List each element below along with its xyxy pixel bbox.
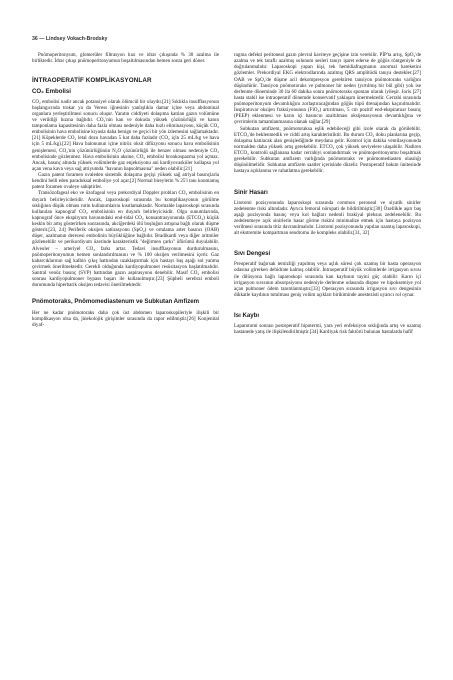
pneumothorax-heading: Pnömotoraks, Pnömomediastenum ve Subkutan Amfizem xyxy=(32,298,200,306)
pneumothorax-paragraph: Her ne kadar pnömotoraks daha çok üst abdomen laparoskopileriyle ilişkili bir komplikasyon olsa da, jinekolojik girişimler sırasında da rapor edilmiştir.[26] Konjenital diyaf- xyxy=(32,309,219,328)
fluid-balance-paragraph: Preoperatif bağırsak temizliği yapılmış veya açlık süresi çok uzamış bir hasta operasyon odasına girerken dehidrate kalmış olabilir. İntraoperatif büyük volümlerde irrigasyon sıvısı ile dilüsyona bağlı laparoskopi sırasında kan kaybının tayini güç olabilir. Karın içi irrigasyon sıvısının absorpsiyonu nedeniyle derlenme odasında dispne ve hipoksemiye yol açan pulmoner ödem tanımlanmıştır.[33] Operasyon sırasında irrigasyon sıvı dengesinin dikkatle kaydının tutulması geniş volüm açıkları birikiminde anestezisti uyarıcı rol oynar. xyxy=(234,261,421,298)
subcutaneous-paragraph: Subkutan amfizem, pnömotoraksa eşlik edebileceği gibi izole olarak da görülebilir. ETCO₂'de beklenmedik ve ciddi artış karakteristiktir. Bu durum CO₂ doku planlarına geçip, dolaşıma katılacak alan genişlediğinde meydana gelir. Kontrol için dakika ventilasyonunda normalden daha yüksek artış gerekebilir. ETCO₂ çok yüksek seviyelere ulaşabilir. Nadiren ETCO₂ kontrolü sağlanana kadar cerrahiyi sonlandırmak ve pnömoperitonyumu boşaltmak gerekebilir. Subkutan amfizem varlığında pnömotoraks ve pnömomediasten olasılığı düşünülmelidir. Subkutan amfizem saatler içerisinde düzelir. Postoperatif bakım ünitesinde hastaya açıklanma ve rahatlatma gerekebilir. xyxy=(234,125,421,175)
co2-paragraph-1: CO₂ embolisi nadir ancak potansiyel olarak ölümcül bir olaydır.[21] Sıklıkla insufflasyonun başlangıcında trokar ya da Veress iğnesinin yanlışlıkla damar içine veya abdominal organlara yerleştirilmesi sonucu oluşur. Yanıtın ciddiyeti dolaşıma katılan gazın volümüne ve verildiği hızına bağlıdır. CO₂'nin kan ve dokuda yüksek çözünürlüğü ve kanın tamponlama kapasitesinin daha fazla olması nedeniyle daha hızlı eliminasyonu, küçük CO₂ embolisinin hava embolisine kıyasla daha benign ve geçici bir yön izlemesini sağlamaktadır.[21] Köpeklerde CO₂ letal dozu havadan 5 kat daha fazladır (CO₂ için 25 mL/kg ve hava için 5 mL/kg).[22] Hava balonunun içine nitröz oksit difüzyonu sonucu hava embolisinin genişlemesi, CO₂'nin çözünürlüğünün N₂O çözünürlüğü ile benzer olması nedeniyle CO₂ embolisinde gözlenmez. Hava embolisinin aksine, CO₂ embolisi bronkospazma yol açmaz. Ancak, basınç altında yüksek volümlerde gaz enjeksiyonu ani kardiyovasküler kollapsa yol açan vena kava veya sağ atriyumda "havanın hapsolmasına" neden olabilir.[21] xyxy=(32,98,219,172)
heat-loss-heading: Isı Kaybı xyxy=(234,312,260,319)
nerve-injury-paragraph: Litotomi pozisyonunda laparoskopi sırasında common peroneal ve siyatik sinirler zedelenme riski altındadır. Ayrıca femoral nöropati de bildirilmiştir.[30] Özellikle aşırı baş aşağı pozisyonda basınç veya kol bağları nedenli brakiyal pleksus zedelenebilir. Bu zedelenmeye açık sinirlerin hasar görme riskini minimalize etmek için hastaya pozisyon verilmesi sırasında titiz davranılmalıdır. Litotomi pozisyonunda yapılan uzamış laparoskopi, alt ekstremite kompartman sendromu ile kompleks olabilir.[31, 32] xyxy=(234,199,421,237)
co2-paragraph-3: Transözofageal eko ve özofageal veya prekordiyal Doppler probları CO₂ embolisinin en duyarlı belirleyicileridir. Ancak, laparoskopi sırasında bu komplikasyonun görülme sıklığının düşük olması rutin kullanımlarını kısıtlamaktadır. Normalde laparoskopi sırasında kullanılan kapnograf CO₂ embolisinin en duyarlı belirleyicisidir. Olgu sunumlarında, kapnograf önce ekspiryum havasındaki end-tidal CO₂ konsantrasyonunda (ETCO₂) küçük keskin bir artış gösterirken sonrasında, akciğerdeki ölü boşluğun artışına bağlı olarak düşme gösterir.[23, 24] Periferik oksijen satürasyonu (SpO₂) ve ortalama arter basıncı (OAB) düşer, azalmanın derecesi embolinin büyüklüğüne bağlıdır. Bradikardi veya diğer aritmiler gözlenebilir ve perikordiyum üzerinde karakteristik "değirmen çarkı" üfürümü duyulabilir. Alveoler – arteriyel CO₂ farkı artar. Tedavi insufflasyonun durdurulmasını, pnömoperitonyumun hemen sonlandırılmasını ve % 100 oksijen verilmesini içerir. Gaz kabarcıklarının sağ kalbin çıkış hattından uzaklaştırmak için hastayı baş aşağı sol yanma çevirmek önerilmektedir. Gerekli olduğunda kardiyopulmoner resüsitasyon başlatılmalıdır. Santral venöz basınç (SVP) hattından gazın aspirasyonu denebilir. Masif CO₂ embolisi sonrası kardiyopulmoner bypass başarı ile kullanılmıştır.[23] Şüpheli serebral emboli durumunda hiperbarik oksijen tedavisi önerilmektedir. xyxy=(32,190,219,289)
co2-paragraph-2: Gazın patent foramen ovaleden sistemik dolaşıma geçişi yüksek sağ atriyal basınçlarla kendini belli eden paradoksal emboliye yol açar.[2] Normal bireylerin % 25'i tanı konmamış patent foramen ovaleye sahiptirler. xyxy=(32,172,219,191)
heat-loss-paragraph: Laparotomi sonrası postoperatif hipotermi, yara yeri enfeksiyon sıklığında artış ve uzamış hastanede yatış ile ilişkilendirilmiştir.[34] Kardiyak risk faktörü bulunan hastalarda hafif xyxy=(234,323,421,336)
co2-embolism-heading: CO₂ Embolisi xyxy=(32,88,71,96)
running-header: 36 — Lindsey Vokach-Brodsky xyxy=(32,36,108,42)
continued-paragraph: ragma defekti peritoneal gazın plevral kaviteye geçişine izin verebilir. PİP'ta artış, SpO₂'de azalma ve tek taraflı azalmış solunum sesleri tanıyı işaret ederse de göğüs röntgeniyle de doğrulanmalıdır. Laparoskopi yapan kişi, tek hemidiafragmanın anormal hareketini gözlemler. Prekordiyal EKG elektrodlarında azalmış QRS amplitüdü tanıya destekler.[27] OAB ve SpO₂'de düşme acil dekompresyon gerektiren tansiyon pnömotoraks varlığını düşündürür. Tansiyon pnömotoraks ve pulmoner bir neden (yırtılmış bir bül gibi) yok ise derlenme döneminde 30 ila 60 dakika sonra pnömotoraks spontan olarak iyileşir. Joris [27] hasta stabil ise intraoperatif dönemde konservatif yaklaşım önermektedir. Cerrahi sırasında pnömoperitonyum devamlılığını zorlaştıracağından göğüs tüpü drenajından kaçınılmalıdır. İnspiratuvar oksijen fraksiyonunun (FiO₂) artırılması, 5 cm pozitif end-ekspiratuar basınç (PEEP) eklenmesi ve karın içi basıncın azaltılması oksijenasyonun devamlılığına ve çevrimlerin tamamlanmasına olanak sağlar.[29] xyxy=(234,52,421,126)
right-column xyxy=(234,52,421,335)
fluid-balance-heading: Sıvı Dengesi xyxy=(234,250,271,258)
nerve-injury-heading: Sinir Hasarı xyxy=(234,188,268,196)
intro-paragraph: Pnömoperitonyum, glomerüler filtrasyon hızı ve idrar çıkışında % 30 azalma ile birliktedir. İdrar çıkışı pnömoperitonyumun boşaltılmasından hemen sonra geri döner. xyxy=(32,52,219,65)
section-title: İNTRAOPERATİF KOMPLİKASYONLAR xyxy=(32,77,152,85)
left-column xyxy=(32,52,219,328)
